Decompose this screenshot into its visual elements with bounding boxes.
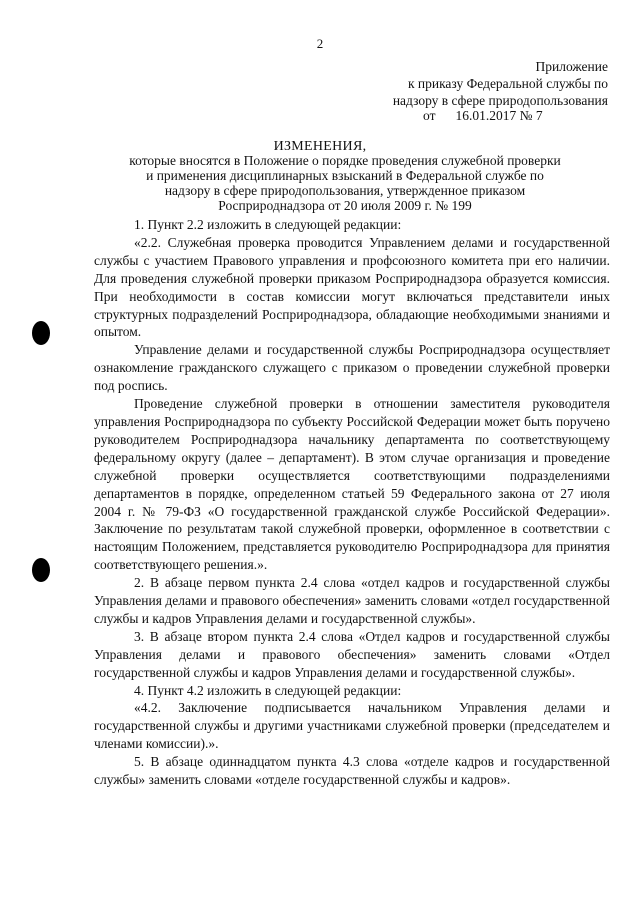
paragraph-item-3: 3. В абзаце втором пункта 2.4 слова «Отдел кадров и государственной службы Управления делами и правового обеспечения» заменить словами «Отдел государственной службы и кадров Управления делами и государственной службы».: [94, 628, 610, 680]
appendix-block: [348, 58, 608, 109]
order-prefix: от: [423, 108, 436, 123]
document-body: [94, 216, 610, 789]
appendix-line-3: надзору в сфере природопользования: [392, 93, 608, 108]
appendix-line-2: к приказу Федеральной службы по: [407, 76, 608, 91]
paragraph-item-5: 5. В абзаце одиннадцатом пункта 4.3 слова «отделе кадров и государственной службы» заменить словами «отделе государственной службы и кадров».: [94, 754, 610, 788]
paragraph-item-4: 4. Пункт 4.2 изложить в следующей редакции:: [134, 682, 402, 698]
paragraph-item-2: 2. В абзаце первом пункта 2.4 слова «отдел кадров и государственной службы Управления делами и правового обеспечения» заменить словами «отдел государственной службы и кадров Управления делами и государственной службы».: [94, 575, 610, 626]
paragraph-deputy-inspection: Проведение служебной проверки в отношении заместителя руководителя управления Росприроднадзора по субъекту Российской Федерации может быть поручено руководителем Росприроднадзора начальнику департамента по соответствующему федеральному округу (далее – департамент). В этом случае организация и проведение служебной проверки осуществляется соответствующими подразделениями департаментов в порядке, определенном статьей 59 Федерального закона от 27 июля 2004 г. № 79-ФЗ «О государственной гражданской службе Российской Федерации». Заключение по результатам такой служебной проверки, оформленное в соответствии с настоящим Положением, представляется руководителю Росприроднадзора для принятия соответствующего решения.».: [94, 396, 610, 573]
document-title: ИЗМЕНЕНИЯ,: [273, 139, 367, 154]
appendix-line-1: Приложение: [535, 59, 608, 74]
order-date-number: 16.01.2017 № 7: [455, 108, 543, 123]
binder-hole-bottom: [32, 558, 50, 582]
paragraph-item-1: 1. Пункт 2.2 изложить в следующей редакции:: [134, 217, 402, 232]
paragraph-4-2-text: «4.2. Заключение подписывается начальником Управления делами и государственной службы и другими участниками служебной проверки (председателем и членами комиссии).».: [94, 700, 610, 752]
binder-hole-top: [32, 321, 50, 345]
page-number: 2: [316, 36, 324, 51]
paragraph-2-2-text: «2.2. Служебная проверка проводится Управлением делами и государственной службы с участием Правового управления и профсоюзного комитета при его наличии. Для проведения служебной проверки приказом Росприроднадзора образуется комиссия. При необходимости в состав комиссии могут включаться представители иных структурных подразделений Росприроднадзора, обладающие необходимыми знаниями и опытом.: [94, 234, 610, 340]
order-reference: [423, 108, 543, 124]
document-subtitle: которые вносятся в Положение о порядке проведения служебной проверки и применения дисциплинарных взысканий в Федеральной службе по надзору в сфере природопользования, утвержденное приказом Росприроднадзора от 20 июля 2009 г. № 199: [129, 153, 561, 213]
paragraph-familiarization: Управление делами и государственной службы Росприроднадзора осуществляет ознакомление гражданского служащего с приказом о проведении служебной проверки под роспись.: [94, 342, 610, 394]
